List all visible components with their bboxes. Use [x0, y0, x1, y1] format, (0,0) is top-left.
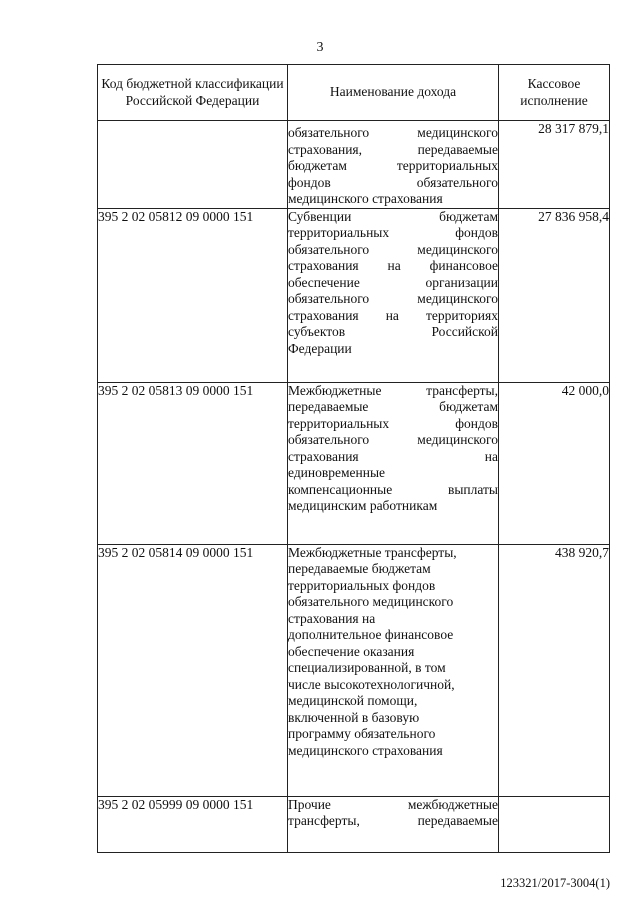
name-line: дополнительное финансовое [288, 627, 454, 642]
table-header-row [98, 65, 610, 121]
cash-execution-amount: 28 317 879,1 [499, 121, 610, 209]
table-row [98, 796, 610, 852]
name-line: бюджетам территориальных [288, 158, 498, 173]
name-line: страхования на [288, 448, 498, 464]
page-number: 3 [316, 40, 324, 55]
name-line: страхования на территориях [288, 307, 498, 323]
name-line: Федерации [288, 340, 352, 356]
name-line: специализированной, в том [288, 660, 446, 675]
document-registration-code: 123321/2017-3004(1) [500, 876, 610, 890]
header-amount: Кассовое исполнение [499, 65, 610, 121]
income-table [97, 64, 610, 853]
name-line: Прочие межбюджетные [288, 796, 498, 812]
name-line: обязательного медицинского [288, 432, 498, 447]
income-name [288, 121, 499, 209]
name-line: числе высокотехнологичной, [288, 676, 455, 692]
income-name [288, 208, 499, 382]
name-line: единовременные [288, 465, 386, 480]
name-line: трансферты, передаваемые [288, 813, 498, 828]
name-line: включенной в базовую [288, 709, 420, 725]
budget-code: 395 2 02 05999 09 0000 151 [98, 796, 288, 852]
cash-execution-amount [499, 796, 610, 852]
header-code: Код бюджетной классификации Российской Федерации [98, 65, 288, 121]
budget-code [98, 121, 288, 209]
cash-execution-amount: 42 000,0 [499, 382, 610, 544]
budget-code: 395 2 02 05813 09 0000 151 [98, 382, 288, 544]
name-line: программу обязательного [288, 726, 436, 741]
name-line: обеспечение организации [288, 274, 498, 290]
name-line: территориальных фондов [288, 225, 498, 240]
table-row [98, 544, 610, 796]
name-line: медицинского страхования [288, 191, 443, 206]
table-row [98, 121, 610, 209]
name-line: страхования, передаваемые [288, 141, 498, 157]
name-line: медицинской помощи, [288, 693, 418, 708]
name-line: обязательного медицинского [288, 291, 498, 306]
name-line: обязательного медицинского [288, 125, 498, 140]
header-name: Наименование дохода [288, 65, 499, 121]
cash-execution-amount: 438 920,7 [499, 544, 610, 796]
name-line: обеспечение оказания [288, 643, 415, 659]
cash-execution-amount: 27 836 958,4 [499, 208, 610, 382]
name-line: Межбюджетные трансферты, [288, 382, 498, 398]
income-name [288, 544, 499, 796]
budget-code: 395 2 02 05812 09 0000 151 [98, 208, 288, 382]
name-line: страхования на финансовое [288, 258, 498, 273]
name-line: медицинского страхования [288, 742, 443, 758]
name-line: обязательного медицинского [288, 594, 454, 609]
name-line: обязательного медицинского [288, 241, 498, 257]
name-line: территориальных фондов [288, 415, 498, 431]
name-line: передаваемые бюджетам [288, 561, 431, 576]
name-line: Межбюджетные трансферты, [288, 544, 457, 560]
name-line: территориальных фондов [288, 577, 436, 593]
name-line: страхования на [288, 610, 376, 626]
income-name [288, 796, 499, 852]
income-name [288, 382, 499, 544]
name-line: субъектов Российской [288, 324, 498, 339]
table-row [98, 382, 610, 544]
name-line: передаваемые бюджетам [288, 399, 498, 414]
budget-code: 395 2 02 05814 09 0000 151 [98, 544, 288, 796]
name-line: компенсационные выплаты [288, 481, 498, 497]
name-line: фондов обязательного [288, 174, 498, 190]
table-row [98, 208, 610, 382]
name-line: Субвенции бюджетам [288, 208, 498, 224]
name-line: медицинским работникам [288, 498, 438, 513]
